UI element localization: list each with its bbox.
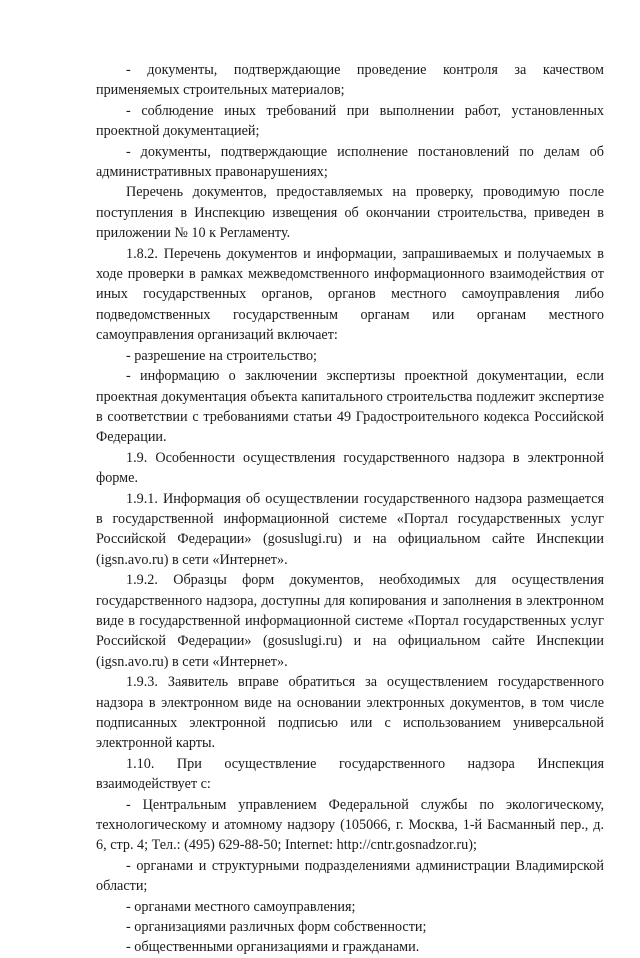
paragraph-documents-list: Перечень документов, предоставляемых на проверку, проводимую после поступления в Инспекцию извещения об окончании строительства, приведен в приложении № 10 к Регламенту.	[96, 184, 604, 242]
paragraph-1-10: 1.10. При осуществление государственного надзора Инспекция взаимодействует с:	[96, 755, 604, 793]
paragraph-1-9-2: 1.9.2. Образцы форм документов, необходимых для осуществления государственного надзора, доступны для копирования и заполнения в электронном виде в государственной информационной системе «Портал государственных услуг Российской Федерации» (gosuslugi.ru) и на официальном сайте Инспекции (igsn.avo.ru) в сети «Интернет».	[96, 572, 604, 670]
paragraph-1-9-3: 1.9.3. Заявитель вправе обратиться за осуществлением государственного надзора в электронном виде на основании электронных документов, в том числе подписанных электронной подписью или с использованием универсальной электронной карты.	[96, 674, 604, 752]
paragraph-public-organizations: - общественными организациями и гражданами.	[126, 939, 420, 956]
document-body	[96, 60, 604, 958]
paragraph-building-permit: - разрешение на строительство;	[126, 347, 317, 364]
paragraph-1-8-2: 1.8.2. Перечень документов и информации, запрашиваемых и получаемых в ходе проверки в рамках межведомственного информационного взаимодействия от иных государственных органов, органов местного самоуправления либо подведомственных государственным органам или органам местного самоуправления организаций включает:	[96, 245, 604, 344]
paragraph-expertise-info: - информацию о заключении экспертизы проектной документации, если проектная документация объекта капитального строительства подлежит экспертизе в соответствии с требованиями статьи 49 Градостроительного кодекса Российской Федерации.	[96, 368, 604, 446]
paragraph-quality-control-docs: - документы, подтверждающие проведение контроля за качеством применяемых строительных материалов;	[96, 62, 604, 99]
paragraph-organizations: - организациями различных форм собственности;	[126, 919, 427, 936]
paragraph-1-9-1: 1.9.1. Информация об осуществлении государственного надзора размещается в государственной информационной системе «Портал государственных услуг Российской Федерации» (gosuslugi.ru) и на официальном сайте Инспекции (igsn.avo.ru) в сети «Интернет».	[96, 490, 604, 568]
paragraph-local-government: - органами местного самоуправления;	[126, 898, 356, 915]
paragraph-regional-administration: - органами и структурными подразделениями администрации Владимирской области;	[96, 857, 604, 895]
paragraph-other-requirements: - соблюдение иных требований при выполнении работ, установленных проектной документацией;	[96, 102, 604, 140]
paragraph-resolution-docs: - документы, подтверждающие исполнение постановлений по делам об административных правонарушениях;	[96, 143, 604, 181]
paragraph-1-9: 1.9. Особенности осуществления государственного надзора в электронной форме.	[96, 449, 604, 487]
paragraph-central-administration: - Центральным управлением Федеральной службы по экологическому, технологическому и атомному надзору (105066, г. Москва, 1-й Басманный пер., д. 6, стр. 4; Тел.: (495) 629-88-50; Internet: http://cntr.gosnadzor.ru);	[96, 796, 604, 854]
